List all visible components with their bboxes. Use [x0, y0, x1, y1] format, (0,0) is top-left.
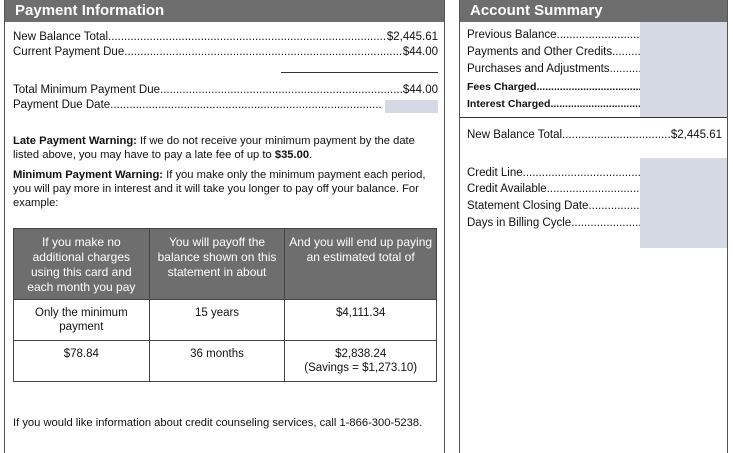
- purchases-row: [467, 63, 640, 75]
- table-cell: 36 months: [149, 341, 285, 382]
- credit-line-row: [467, 167, 640, 179]
- summary-new-balance-value: $2,445.61: [670, 129, 722, 141]
- min-payment-row: [13, 84, 438, 96]
- closing-date-label: Statement Closing Date: [467, 200, 589, 212]
- table-row: [14, 341, 437, 382]
- current-payment-row: [13, 46, 438, 58]
- due-date-row: [13, 99, 383, 111]
- credit-available-row: [467, 183, 640, 195]
- minimum-payment-table: [13, 228, 437, 382]
- table-header: And you will end up paying an estimated total of: [285, 229, 437, 300]
- table-cell: $4,111.34: [285, 300, 437, 341]
- credit-counseling-note: If you would like information about credit counseling services, call 1-866-300-5238.: [13, 417, 423, 429]
- payment-information-header: Payment Information: [5, 0, 444, 22]
- closing-date-row: [467, 200, 640, 212]
- current-payment-value: $44.00: [402, 46, 438, 58]
- new-balance-value: $2,445.61: [386, 31, 438, 43]
- late-fee-amount: $35.00: [274, 149, 310, 161]
- table-header-row: [14, 229, 437, 300]
- minimum-payment-warning: [13, 168, 438, 210]
- min-payment-value: $44.00: [402, 84, 438, 96]
- min-warning-title: Minimum Payment Warning:: [13, 169, 164, 181]
- account-summary-panel: [459, 0, 728, 453]
- min-payment-label: Total Minimum Payment Due: [13, 84, 160, 96]
- min-warning-text: If you make only the minimum payment each period, you will pay more in interest and it will take you longer to pay off your balance. For example:: [13, 169, 426, 209]
- previous-balance-label: Previous Balance: [467, 29, 557, 41]
- interest-charged-row: [467, 98, 640, 110]
- purchases-label: Purchases and Adjustments: [467, 63, 610, 75]
- payments-credits-label: Payments and Other Credits: [467, 46, 613, 58]
- late-warning-title: Late Payment Warning:: [13, 135, 137, 147]
- summary-values-redacted: [640, 22, 727, 117]
- summary-divider: [460, 117, 727, 118]
- billing-days-label: Days in Billing Cycle: [467, 217, 572, 229]
- interest-charged-label: Interest Charged: [467, 98, 551, 110]
- previous-balance-row: [467, 29, 640, 41]
- total-divider: [281, 72, 438, 73]
- table-header: If you make no additional charges using this card and each month you pay: [14, 229, 150, 300]
- new-balance-row: [13, 31, 438, 43]
- credit-available-label: Credit Available: [467, 183, 547, 195]
- credit-values-redacted: [640, 158, 727, 248]
- summary-new-balance-label: New Balance Total: [467, 129, 563, 141]
- fees-charged-label: Fees Charged: [467, 81, 537, 93]
- account-summary-header: Account Summary: [460, 0, 727, 22]
- new-balance-label: New Balance Total: [13, 31, 109, 43]
- table-header: You will payoff the balance shown on this statement in about: [149, 229, 285, 300]
- fees-charged-row: [467, 81, 640, 93]
- due-date-label: Payment Due Date: [13, 99, 111, 111]
- payment-information-panel: [4, 0, 445, 453]
- table-cell: $78.84: [14, 341, 150, 382]
- table-cell: $2,838.24 (Savings = $1,273.10): [285, 341, 437, 382]
- payments-credits-row: [467, 46, 640, 58]
- summary-new-balance-row: [467, 129, 722, 141]
- billing-days-row: [467, 217, 640, 229]
- late-payment-warning: Late Payment Warning: If we do not receive your minimum payment by the date listed above, you may have to pay a late fee of up to $35.00.: [13, 135, 415, 161]
- table-cell: 15 years: [149, 300, 285, 341]
- late-warning-text: If we do not receive your minimum payment by the date listed above, you may have to pay a late fee of up to: [13, 135, 415, 161]
- table-row: [14, 300, 437, 341]
- due-date-redacted: [385, 100, 438, 113]
- savings-note: (Savings = $1,273.10): [304, 362, 418, 374]
- credit-line-label: Credit Line: [467, 167, 523, 179]
- table-cell: Only the minimum payment: [14, 300, 150, 341]
- current-payment-label: Current Payment Due: [13, 46, 125, 58]
